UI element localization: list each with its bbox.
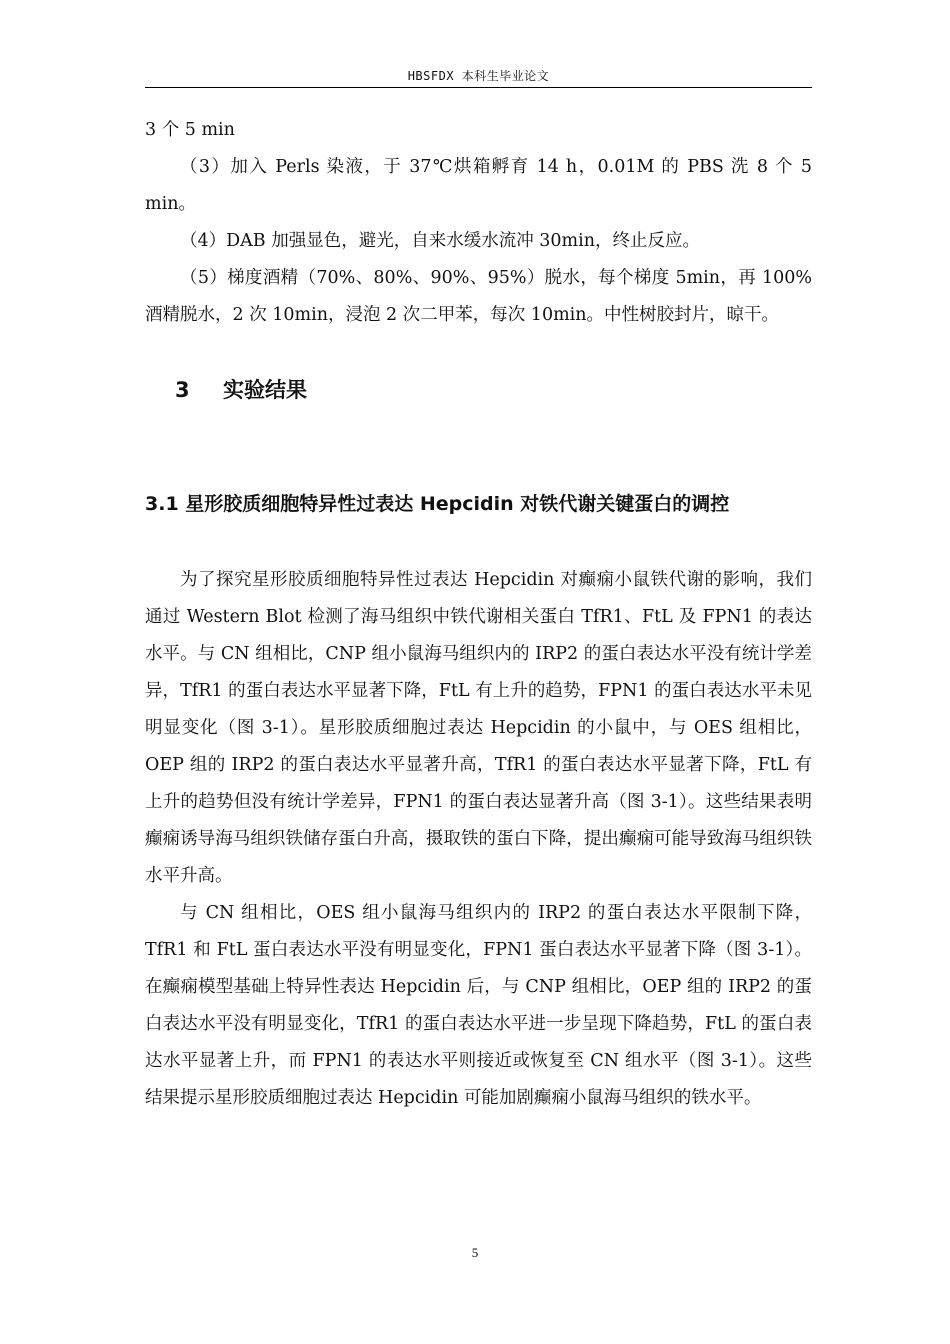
- paragraph-step-4: （4）DAB 加强显色，避光，自来水缓水流冲 30min，终止反应。: [180, 231, 701, 251]
- results-text-block: [145, 562, 812, 1117]
- section-heading: [175, 372, 307, 408]
- paragraph-continuation: 3 个 5 min: [145, 120, 235, 140]
- section-number: 3: [175, 378, 190, 402]
- section-title: 实验结果: [223, 378, 307, 402]
- paragraph-step-3: （3）加入 Perls 染液，于 37℃烘箱孵育 14 h，0.01M 的 PBS 洗 8 个 5 min。: [145, 157, 812, 214]
- running-header: HBSFDX 本科生毕业论文: [407, 69, 550, 83]
- paragraph-step-5: （5）梯度酒精（70%、80%、90%、95%）脱水，每个梯度 5min，再 100%酒精脱水，2 次 10min，浸泡 2 次二甲苯，每次 10min。中性树胶封片，晾干。: [145, 268, 812, 325]
- header-rule: [145, 87, 812, 88]
- subsection-heading: 3.1 星形胶质细胞特异性过表达 Hepcidin 对铁代谢关键蛋白的调控: [145, 493, 730, 515]
- top-text-block: [145, 112, 812, 334]
- results-paragraph-1: 为了探究星形胶质细胞特异性过表达 Hepcidin 对癫痫小鼠铁代谢的影响，我们通过 Western Blot 检测了海马组织中铁代谢相关蛋白 TfR1、FtL 及 FPN1 的表达水平。与 CN 组相比，CNP 组小鼠海马组织内的 IRP2 的蛋白表达水平没有统计学差异，TfR1 的蛋白表达水平显著下降，FtL 有上升的趋势，FPN1 的蛋白表达水平未见明显变化（图 3-1）。星形胶质细胞过表达 Hepcidin 的小鼠中，与 OES 组相比，OEP 组的 IRP2 的蛋白表达水平显著升高，TfR1 的蛋白表达水平显著下降，FtL 有上升的趋势但没有统计学差异，FPN1 的蛋白表达显著升高（图 3-1）。这些结果表明癫痫诱导海马组织铁储存蛋白升高，摄取铁的蛋白下降，提出癫痫可能导致海马组织铁水平升高。: [145, 570, 812, 886]
- results-paragraph-2: 与 CN 组相比，OES 组小鼠海马组织内的 IRP2 的蛋白表达水平限制下降，TfR1 和 FtL 蛋白表达水平没有明显变化，FPN1 蛋白表达水平显著下降（图 3-1）。在癫痫模型基础上特异性表达 Hepcidin 后，与 CNP 组相比，OEP 组的 IRP2 的蛋白表达水平没有明显变化，TfR1 的蛋白表达水平进一步呈现下降趋势，FtL 的蛋白表达水平显著上升，而 FPN1 的表达水平则接近或恢复至 CN 组水平（图 3-1）。这些结果提示星形胶质细胞过表达 Hepcidin 可能加剧癫痫小鼠海马组织的铁水平。: [145, 903, 812, 1108]
- page-number: 5: [471, 1245, 479, 1260]
